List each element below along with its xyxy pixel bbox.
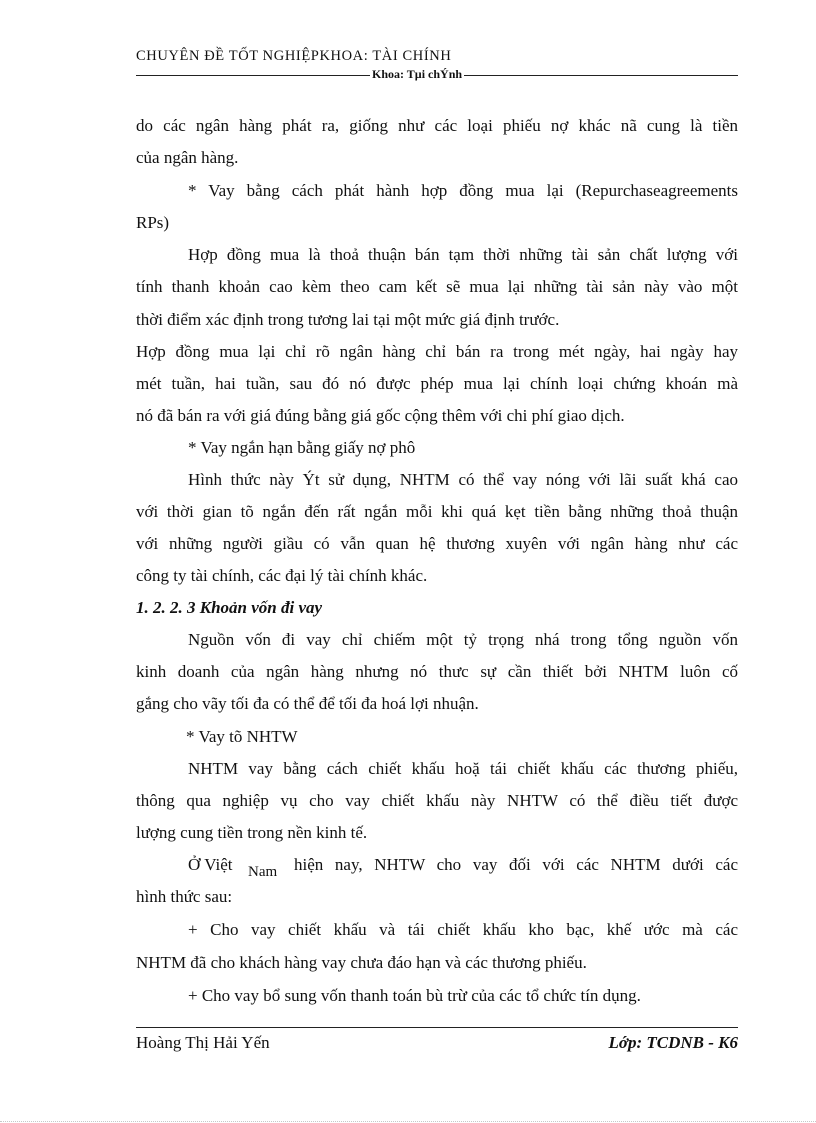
text-line: do các ngân hàng phát ra, giống như các loại phiếu nợ khác nã cung là tiền xyxy=(136,116,738,135)
text-line: hình thức sau: xyxy=(136,887,233,906)
footer-rule xyxy=(136,1027,738,1028)
text-line: gắng cho vãy tối đa có thể để tối đa hoá lợi nhuận. xyxy=(136,694,479,713)
text-line: Ở Việt xyxy=(188,855,233,874)
text-line: RPs) xyxy=(136,213,170,232)
page-bottom-edge xyxy=(0,1121,816,1122)
text-line: với thời gian tõ ngắn đến rất ngắn mỗi khi quá kẹt tiền bằng những thoả thuận xyxy=(136,502,738,521)
text-line: * Vay tõ NHTW xyxy=(186,727,298,746)
text-line: Hợp đồng mua là thoả thuận bán tạm thời những tài sản chất lượng với xyxy=(188,245,738,264)
header-title: CHUYÊN ĐỀ TỐT NGHIỆPKHOA: TÀI CHÍNH xyxy=(136,48,452,64)
text-line: tính thanh khoản cao kèm theo cam kết sẽ mua lại những tài sản này vào một xyxy=(136,277,738,296)
text-line: + Cho vay bổ sung vốn thanh toán bù trừ của các tổ chức tín dụng. xyxy=(188,986,641,1005)
footer-author: Hoàng Thị Hải Yến xyxy=(136,1033,270,1052)
text-line: NHTM đã cho khách hàng vay chưa đáo hạn và các thương phiếu. xyxy=(136,953,587,972)
text-line: của ngân hàng. xyxy=(136,148,239,167)
text-line: thông qua nghiệp vụ cho vay chiết khấu này NHTW có thể điều tiết được xyxy=(136,791,738,810)
text-line: mét tuần, hai tuần, sau đó nó được phép mua lại chính loại chứng khoán mà xyxy=(136,374,738,393)
text-line: Nguồn vốn đi vay chỉ chiếm một tỷ trọng nhá trong tổng nguồn vốn xyxy=(188,630,738,649)
text-line: công ty tài chính, các đại lý tài chính khác. xyxy=(136,566,428,585)
text-line-inline: Nam xyxy=(248,864,278,880)
footer-class-label: Lớp: TCDNB - K6 xyxy=(608,1033,738,1052)
text-line: NHTM vay bằng cách chiết khấu hoặ tái chiết khấu các thương phiếu, xyxy=(188,759,738,778)
text-line: + Cho vay chiết khấu và tái chiết khấu kho bạc, khế ước mà các xyxy=(188,920,738,939)
text-line: Hợp đồng mua lại chỉ rõ ngân hàng chỉ bán ra trong mét ngày, hai ngày hay xyxy=(136,342,738,361)
text-line: lượng cung tiền trong nền kinh tế. xyxy=(136,823,368,842)
text-line: Hình thức này Ýt sử dụng, NHTM có thể vay nóng với lãi suất khá cao xyxy=(188,470,738,489)
text-line: * Vay bằng cách phát hành hợp đồng mua lại (Repurchaseagreements xyxy=(188,181,738,200)
text-line: nó đã bán ra với giá đúng bằng giá gốc cộng thêm với chi phí giao dịch. xyxy=(136,406,625,425)
text-line: với những người giầu có vẫn quan hệ thương xuyên với ngân hàng như các xyxy=(136,534,738,553)
text-line: hiện nay, NHTW cho vay đối với các NHTM dưới các xyxy=(294,855,738,874)
text-line: thời điểm xác định trong tương lai tại một mức giá định trước. xyxy=(136,310,560,329)
text-line: * Vay ngắn hạn bằng giấy nợ phô xyxy=(188,438,416,457)
text-line: kinh doanh của ngân hàng nhưng nó thưc sự cần thiết bởi NHTM luôn cố xyxy=(136,662,738,681)
header-subtitle: Khoa: Tµi chÝnh xyxy=(372,67,463,81)
section-heading: 1. 2. 2. 3 Khoản vốn đi vay xyxy=(136,598,323,617)
